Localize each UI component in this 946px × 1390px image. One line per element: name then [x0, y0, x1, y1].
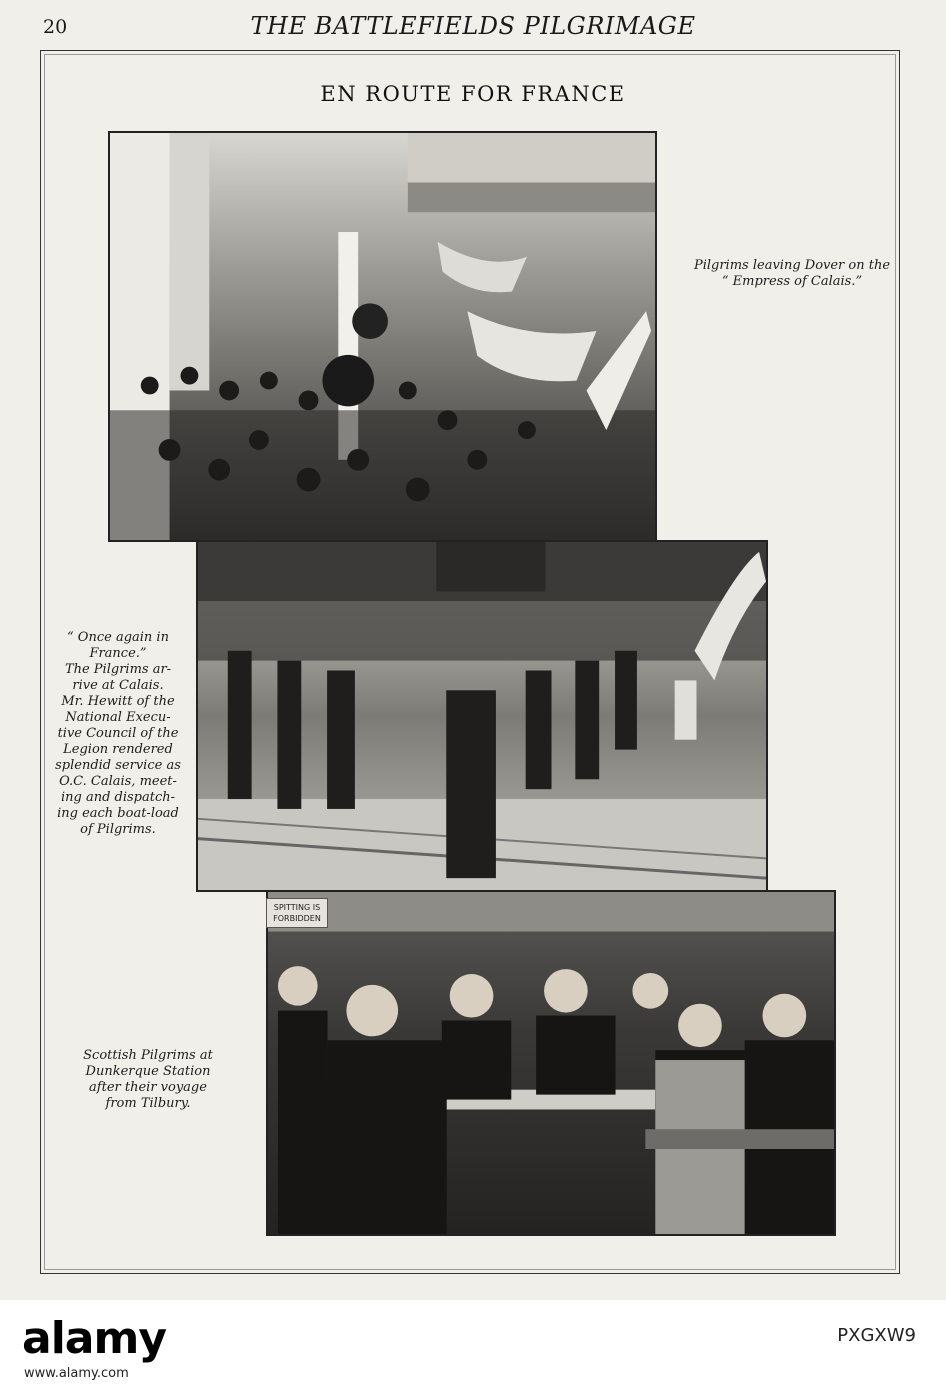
section-title: EN ROUTE FOR FRANCE: [320, 82, 626, 106]
caption-line: from Tilbury.: [105, 1096, 191, 1111]
caption-calais: [48, 630, 188, 838]
alamy-url: www.alamy.com: [24, 1366, 129, 1381]
caption-line: rive at Calais.: [72, 678, 164, 693]
caption-line: Pilgrims leaving Dover on the: [693, 258, 891, 273]
photo-dover-ship-deck: [108, 131, 657, 542]
image-id: PXGXW9: [837, 1325, 916, 1346]
caption-line: ing each boat-load: [57, 806, 179, 821]
caption-line: Mr. Hewitt of the: [61, 694, 175, 709]
caption-line: Scottish Pilgrims at: [83, 1048, 213, 1063]
caption-line: “ Empress of Calais.”: [721, 274, 863, 289]
caption-line: National Execu-: [65, 710, 171, 725]
caption-line: The Pilgrims ar-: [64, 662, 172, 677]
running-head: THE BATTLEFIELDS PILGRIMAGE: [250, 12, 696, 40]
photo-dunkerque-station: [266, 890, 836, 1236]
caption-dover: [672, 258, 912, 290]
spitting-forbidden-sign: [266, 898, 328, 928]
caption-line: Dunkerque Station: [85, 1064, 211, 1079]
caption-line: O.C. Calais, meet-: [59, 774, 177, 789]
caption-line: splendid service as: [55, 758, 181, 773]
alamy-logo: alamy: [22, 1313, 166, 1364]
caption-line: Legion rendered: [63, 742, 173, 757]
sign-line-1: SPITTING IS: [273, 903, 321, 912]
caption-line: of Pilgrims.: [80, 822, 156, 837]
caption-line: after their voyage: [89, 1080, 207, 1095]
caption-dunkerque: [48, 1048, 248, 1112]
caption-line: tive Council of the: [57, 726, 179, 741]
caption-line: France.”: [89, 646, 147, 661]
photo-calais-arrival: [196, 540, 768, 892]
caption-line: “ Once again in: [67, 630, 169, 645]
sign-line-2: FORBIDDEN: [273, 914, 321, 923]
caption-line: ing and dispatch-: [60, 790, 176, 805]
page-number: 20: [43, 16, 68, 38]
